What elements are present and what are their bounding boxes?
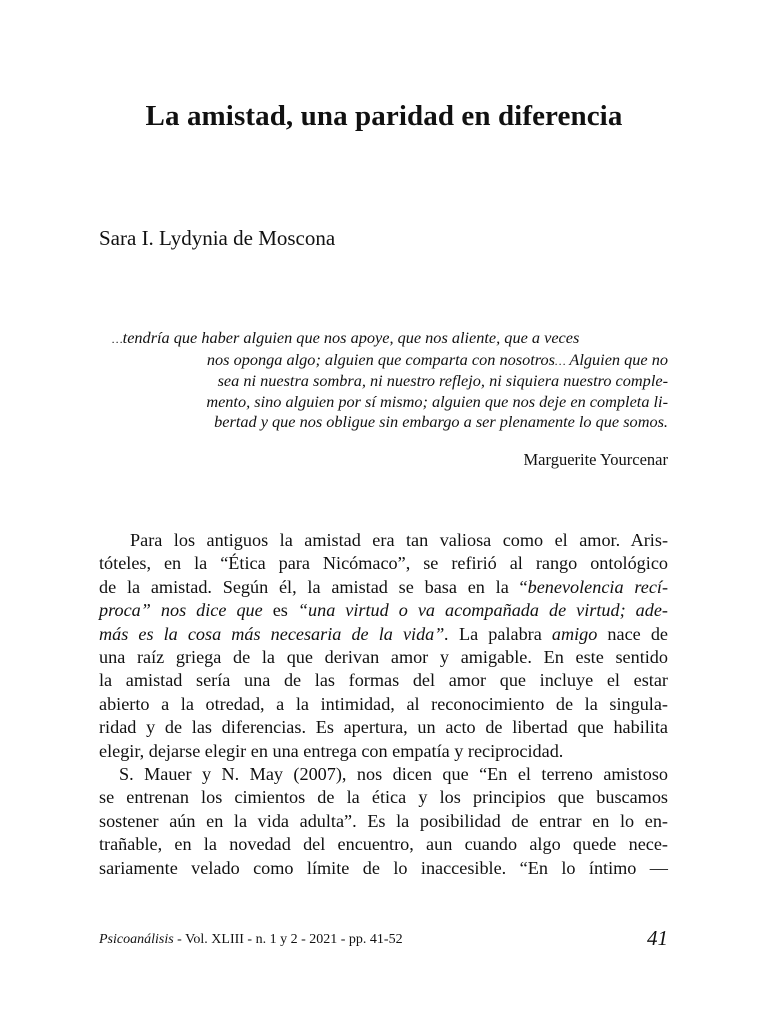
body-line: una raíz griega de la que derivan amor y amigable. En este sentido [99,647,668,668]
italic-quote: “una virtud o va acompañada de virtud; ade- [297,600,668,621]
epigraph-line: sea ni nuestra sombra, ni nuestro reflejo, ni siquiera nuestro comple- [217,371,668,390]
body-line: ridad y de las diferencias. Es apertura, un acto de libertad que habilita [99,717,668,738]
journal-name: Psicoanálisis [99,932,174,947]
body-line: sostener aún en la vida adulta”. Es la posibilidad de entrar en lo en- [99,810,668,831]
body-line: sariamente velado como límite de lo inaccesible. “En lo íntimo — [99,857,668,878]
body-line: abierto a la otredad, a la intimidad, al reconocimiento de la singula- [99,693,668,714]
italic-word: amigo [551,623,598,644]
body-line: se entrenan los cimientos de la ética y los principios que buscamos [99,787,668,808]
body-line: S. Mauer y N. May (2007), nos dicen que “En el terreno amistoso [119,764,668,785]
ellipsis: … [554,353,566,368]
italic-quote: más es la cosa más necesaria de la vida”. [99,623,449,644]
body-line: trañable, en la novedad del encuentro, aun cuando algo quede nece- [99,834,668,855]
article-title: La amistad, una paridad en diferencia [145,100,623,132]
epigraph-line: …tendría que haber alguien que nos apoye, que nos aliente, que a veces [112,328,580,347]
body-line: de la amistad. Según él, la amistad se basa en la “benevolencia recí- [99,576,668,597]
ellipsis: … [112,332,123,346]
page-footer [99,926,668,950]
body-line: proca” nos dice que es “una virtud o va acompañada de virtud; ade- [99,600,668,621]
body-line: elegir, dejarse elegir en una entrega con empatía y reciprocidad. [99,740,564,761]
italic-quote: proca” nos dice que [99,600,263,621]
epigraph-line: bertad y que nos obligue sin embargo a ser plenamente lo que somos. [214,412,668,431]
page-number: 41 [647,926,668,950]
body-line: más es la cosa más necesaria de la vida”. La palabra amigo nace de [99,623,668,644]
body-line: tóteles, en la “Ética para Nicómaco”, se refirió al rango ontológico [99,553,668,574]
italic-quote: benevolencia recí- [527,576,668,597]
author-name: Sara I. Lydynia de Moscona [99,226,336,250]
epigraph-line: mento, sino alguien por sí mismo; alguien que nos deje en completa li- [206,391,668,411]
body-line: Para los antiguos la amistad era tan valiosa como el amor. Aris- [130,530,668,550]
body-text [99,529,668,880]
epigraph-line: nos oponga algo; alguien que comparta con nosotros… Alguien que no [206,349,668,369]
epigraph-attribution: Marguerite Yourcenar [523,450,668,469]
epigraph [112,328,668,433]
body-line: la amistad sería una de las formas del amor que incluye el estar [99,670,668,691]
citation: - Vol. XLIII - n. 1 y 2 - 2021 - pp. 41-52 [173,932,403,947]
